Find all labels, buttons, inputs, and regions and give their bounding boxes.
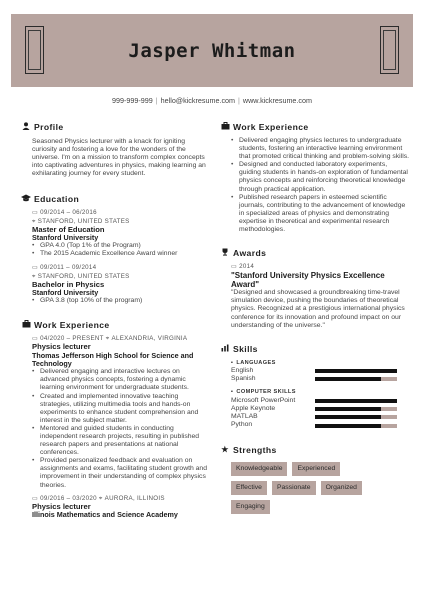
location-pin-icon: ⌖ xyxy=(98,494,103,502)
skill-level-bar xyxy=(315,369,397,373)
location-pin-icon: ⌖ xyxy=(32,272,36,280)
organization-name: Illinois Mathematics and Science Academy xyxy=(32,510,178,520)
calendar-icon: ▭ xyxy=(231,263,238,271)
work-entry xyxy=(20,335,210,489)
contact-line: 999-999-999 | hello@kickresume.com | www.kickresume.com xyxy=(111,96,312,105)
degree-title: Bachelor in Physics xyxy=(32,279,105,289)
skill-row: Microsoft PowerPoint xyxy=(231,396,409,404)
calendar-icon: ▭ xyxy=(32,209,39,217)
section-heading-awards: Awards xyxy=(219,247,409,259)
computer-skills-label: ▪ COMPUTER SKILLS xyxy=(231,389,296,396)
calendar-icon: ▭ xyxy=(32,264,39,272)
strength-tag: Experienced xyxy=(292,462,340,476)
list-item: • Delivered engaging and interactive lectures on advanced physics concepts, fostering a dynamic learning environment for undergraduate students. xyxy=(32,368,210,392)
education-bullets xyxy=(32,242,210,258)
list-item: • The 2015 Academic Excellence Award winner xyxy=(32,250,210,258)
strength-tags xyxy=(231,462,381,514)
strength-tag: Knowledgeable xyxy=(231,462,287,476)
date-location-row: ▭ 09/2016 – 03/2020 ⌖ AURORA, ILLINOIS xyxy=(32,494,165,502)
calendar-icon: ▭ xyxy=(32,494,39,502)
date-row: ▭ 2014 xyxy=(231,263,255,271)
calendar-icon: ▭ xyxy=(32,335,39,343)
list-item: • Published research papers in esteemed scientific journals, contributing to the advancement of knowledge in specialized areas of physics and demonstrating expertise in theoretical and experimental research methodologies. xyxy=(231,194,409,234)
date-location-row: ▭ 04/2020 – PRESENT ⌖ ALEXANDRIA, VIRGINIA xyxy=(32,335,188,343)
education-entry xyxy=(20,264,210,305)
person-icon xyxy=(20,122,32,132)
award-description: "Designed and showcased a groundbreaking time-travel simulation device, pushing the boundaries of theoretical physics. Recognized at a prestigious international physics conference for its innovation and profound impact on our understanding of the universe." xyxy=(231,289,405,329)
list-item: • GPA 4.0 (Top 1% of the Program) xyxy=(32,242,210,250)
skill-row: Python xyxy=(231,421,409,429)
school-name: Stanford University xyxy=(32,233,99,243)
work-bullets xyxy=(231,137,409,234)
location-pin-icon: ⌖ xyxy=(32,217,36,225)
phone: 999-999-999 xyxy=(111,96,153,105)
star-icon: ★ xyxy=(221,445,229,455)
skill-level-bar xyxy=(315,424,397,428)
header-band xyxy=(11,14,413,87)
school-name: Stanford University xyxy=(32,288,99,298)
skills-body xyxy=(219,359,409,430)
list-item: • Mentored and guided students in conducting independent research projects, resulting in published research papers and presentations at national conferences. xyxy=(32,425,210,457)
list-item: • Designed and conducted laboratory experiments, guiding students in hands-on exploration of fundamental physics concepts and reinforcing theoretical knowledge through practical application. xyxy=(231,161,409,193)
list-item: • GPA 3.8 (top 10% of the program) xyxy=(32,297,210,305)
bar-chart-icon xyxy=(219,344,231,354)
strength-tag: Engaging xyxy=(231,500,270,514)
list-item: • Created and implemented innovative teaching strategies, utilizing multimedia tools and hands-on experiments to enhance student comprehension and interest in the subject matter. xyxy=(32,393,210,425)
skill-level-bar xyxy=(315,377,397,381)
monitor-icon: ▪ xyxy=(231,389,234,396)
education-entry xyxy=(20,209,210,258)
date-row: ▭ 09/2014 – 06/2016 xyxy=(32,209,97,217)
skill-level-bar xyxy=(315,399,397,403)
location-row: ⌖ STANFORD, UNITED STATES xyxy=(32,217,130,225)
briefcase-icon xyxy=(20,320,32,330)
skill-level-bar xyxy=(315,415,397,419)
location-row: ⌖ STANFORD, UNITED STATES xyxy=(32,272,130,280)
award-entry xyxy=(219,263,409,330)
skill-row: English xyxy=(231,367,409,375)
section-heading-work-experience: Work Experience xyxy=(20,319,210,331)
strength-tag: Organized xyxy=(321,481,362,495)
section-heading-profile: Profile xyxy=(20,121,210,133)
role-title: Physics lecturer xyxy=(32,342,91,352)
location-pin-icon: ⌖ xyxy=(105,335,110,343)
section-heading-work-experience-continued: Work Experience xyxy=(219,121,409,133)
section-heading-skills: Skills xyxy=(219,343,409,355)
website-link[interactable]: www.kickresume.com xyxy=(242,96,312,105)
skill-row: Apple Keynote xyxy=(231,405,409,413)
chat-icon: ▪ xyxy=(231,359,234,366)
role-title: Physics lecturer xyxy=(32,501,91,511)
right-column xyxy=(219,121,409,514)
work-entry xyxy=(20,495,210,520)
left-column xyxy=(20,121,210,519)
award-title: "Stanford University Physics Excellence Award" xyxy=(231,271,385,290)
strength-tag: Effective xyxy=(231,481,267,495)
section-heading-education: Education xyxy=(20,193,210,205)
profile-text: Seasoned Physics lecturer with a knack for igniting curiosity and fostering a love for the wonders of the universe. I'm on a mission to transform complex concepts into captivating adventures in physics, making learning an exhilarating journey for every student. xyxy=(32,138,206,178)
education-bullets xyxy=(32,297,210,305)
date-row: ▭ 09/2011 – 09/2014 xyxy=(32,264,97,272)
organization-name: Thomas Jefferson High School for Science and Technology xyxy=(32,350,194,369)
strength-tag: Passionate xyxy=(272,481,316,495)
strengths-body xyxy=(219,462,409,514)
section-heading-strengths: ★ Strengths xyxy=(219,444,409,456)
work-bullets xyxy=(32,368,210,489)
list-item: • Provided personalized feedback and evaluation on assignments and exams, facilitating student growth and improvement in their understanding of complex physics theories. xyxy=(32,457,210,489)
work-entry-continued xyxy=(219,137,409,234)
skill-row: Spanish xyxy=(231,375,409,383)
briefcase-icon xyxy=(219,122,231,132)
skill-level-bar xyxy=(315,407,397,411)
email-link[interactable]: hello@kickresume.com xyxy=(160,96,236,105)
candidate-name: Jasper Whitman xyxy=(128,40,296,62)
graduation-cap-icon xyxy=(20,194,32,204)
languages-label: ▪ LANGUAGES xyxy=(231,359,276,366)
degree-title: Master of Education xyxy=(32,224,105,234)
trophy-icon xyxy=(219,248,231,258)
list-item: • Delivered engaging physics lectures to undergraduate students, fostering an interactive learning environment that promoted critical thinking and problem-solving skills. xyxy=(231,137,409,161)
skill-row: MATLAB xyxy=(231,413,409,421)
